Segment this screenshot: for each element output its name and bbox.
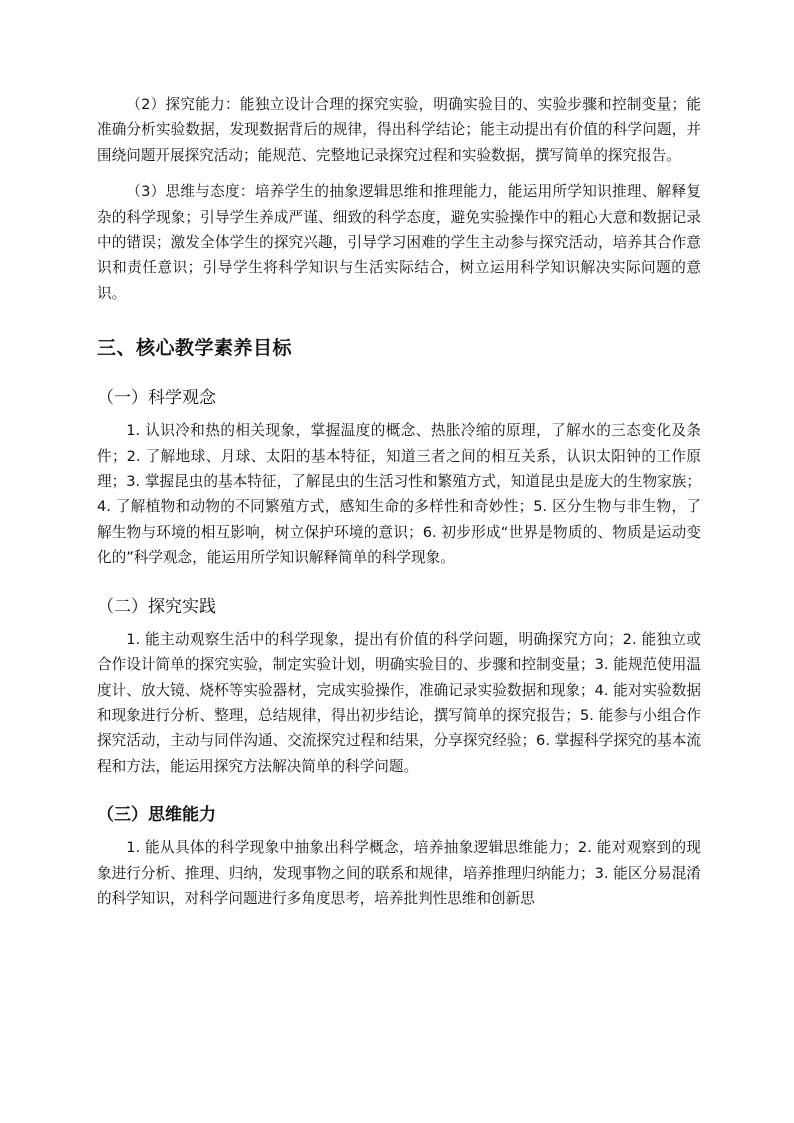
paragraph-science-concepts: 1. 认识冷和热的相关现象，掌握温度的概念、热胀冷缩的原理，了解水的三态变化及条件；2. 了解地球、月球、太阳的基本特征，知道三者之间的相互关系，认识太阳钟的工作原理；3. 掌握昆虫的基本特征，了解昆虫的生活习性和繁殖方式，知道昆虫是庞大的生物家族；4. 了解植物和动物的不同繁殖方式，感知生命的多样性和奇妙性；5. 区分生物与非生物，了解生物与环境的相互影响，树立保护环境的意识；6. 初步形成“世界是物质的、物质是运动变化的”科学观念，能运用所学知识解释简单的科学现象。: [97, 422, 701, 567]
section-heading-core-literacy: 三、核心教学素养目标: [97, 337, 293, 360]
subheading-science-concepts: （一）科学观念: [97, 388, 216, 409]
subheading-inquiry-practice: （二）探究实践: [97, 596, 216, 617]
document-page: [97, 92, 701, 911]
paragraph-thinking-attitude: （3）思维与态度：培养学生的抽象逻辑思维和推理能力，能运用所学知识推理、解释复杂的科学现象；引导学生养成严谨、细致的科学态度，避免实验操作中的粗心大意和数据记录中的错误；激发全体学生的探究兴趣，引导学习困难的学生主动参与探究活动，培养其合作意识和责任意识；引导学生将科学知识与生活实际结合，树立运用科学知识解决实际问题的意识。: [97, 183, 701, 302]
paragraph-inquiry-practice: 1. 能主动观察生活中的科学现象，提出有价值的科学问题，明确探究方向；2. 能独立或合作设计简单的探究实验，制定实验计划，明确实验目的、步骤和控制变量；3. 能规范使用温度计、放大镜、烧杯等实验器材，完成实验操作，准确记录实验数据和现象；4. 能对实验数据和现象进行分析、整理，总结规律，得出初步结论，撰写简单的探究报告；5. 能参与小组合作探究活动，主动与同伴沟通、交流探究过程和结果，分享探究经验；6. 掌握科学探究的基本流程和方法，能运用探究方法解决简单的科学问题。: [97, 630, 701, 775]
paragraph-inquiry-ability: （2）探究能力：能独立设计合理的探究实验，明确实验目的、实验步骤和控制变量；能准确分析实验数据，发现数据背后的规律，得出科学结论；能主动提出有价值的科学问题，并围绕问题开展探究活动；能规范、完整地记录探究过程和实验数据，撰写简单的探究报告。: [97, 96, 701, 164]
paragraph-thinking-ability: 1. 能从具体的科学现象中抽象出科学概念，培养抽象逻辑思维能力；2. 能对观察到的现象进行分析、推理、归纳，发现事物之间的联系和规律，培养推理归纳能力；3. 能区分易混淆的科学知识，对科学问题进行多角度思考，培养批判性思维和创新思: [97, 839, 701, 907]
subheading-thinking-ability: （三）思维能力: [97, 805, 216, 826]
